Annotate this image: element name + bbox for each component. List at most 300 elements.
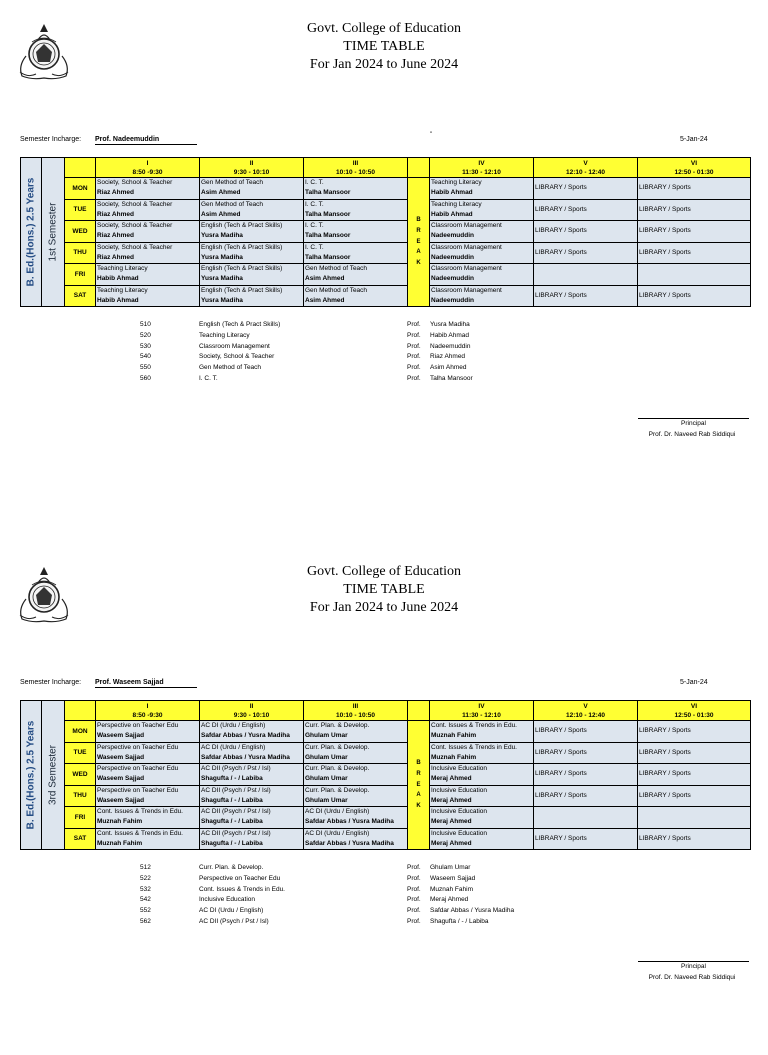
break-letter: A bbox=[416, 249, 421, 256]
class-cell bbox=[200, 828, 304, 850]
course-name: LIBRARY / Sports bbox=[639, 227, 691, 235]
session-period: For Jan 2024 to June 2024 bbox=[309, 600, 459, 615]
prof-prefix: Prof. bbox=[407, 885, 421, 893]
day-label: FRI bbox=[65, 264, 96, 286]
class-cell bbox=[430, 264, 534, 286]
class-cell bbox=[96, 742, 200, 764]
period-number: IV bbox=[478, 159, 485, 167]
period-number: II bbox=[249, 159, 254, 167]
teacher-name: Safdar Abbas / Yusra Madiha bbox=[305, 818, 394, 826]
course-name: LIBRARY / Sports bbox=[639, 248, 691, 256]
course-name: Cont. Issues & Trends in Edu. bbox=[431, 722, 517, 730]
course-name: AC DI (Urdu / English) bbox=[201, 743, 266, 751]
day-label: TUE bbox=[65, 742, 96, 764]
course-name: Perspective on Teacher Edu bbox=[97, 743, 179, 751]
day-label: WED bbox=[65, 764, 96, 786]
period-time: 11:30 - 12:10 bbox=[462, 711, 501, 719]
legend-row bbox=[0, 332, 768, 343]
timetable-grid bbox=[20, 700, 751, 850]
course-name: AC DI (Urdu / English) bbox=[201, 722, 266, 730]
class-cell bbox=[304, 721, 408, 743]
class-cell bbox=[430, 285, 534, 307]
teacher-name: Talha Mansoor bbox=[305, 232, 351, 240]
teacher-name: Asim Ahmed bbox=[305, 275, 345, 283]
prof-prefix: Prof. bbox=[407, 907, 421, 915]
day-label: MON bbox=[65, 721, 96, 743]
course-name: Inclusive Education bbox=[431, 808, 488, 816]
professor-name: Waseem Sajjad bbox=[430, 874, 476, 882]
class-cell bbox=[534, 785, 638, 807]
class-cell bbox=[304, 828, 408, 850]
day-row bbox=[21, 764, 751, 786]
professor-name: Riaz Ahmed bbox=[430, 353, 466, 361]
teacher-name: Shagufta / - / Labiba bbox=[201, 839, 263, 847]
teacher-name: Yusra Madiha bbox=[201, 275, 243, 283]
class-cell bbox=[430, 742, 534, 764]
course-name: Curr. Plan. & Develop. bbox=[305, 765, 370, 773]
professor-name: Yusra Madiha bbox=[430, 321, 470, 328]
class-cell bbox=[304, 199, 408, 221]
teacher-name: Meraj Ahmed bbox=[431, 818, 472, 826]
teacher-name: Riaz Ahmed bbox=[97, 253, 134, 261]
course-code: 512 bbox=[140, 864, 151, 871]
course-code: 530 bbox=[140, 342, 151, 350]
teacher-name: Muznah Fahim bbox=[431, 753, 477, 761]
teacher-name: Habib Ahmad bbox=[97, 296, 139, 304]
day-label: WED bbox=[65, 221, 96, 243]
period-time: 9:30 - 10:10 bbox=[233, 168, 270, 176]
day-row bbox=[21, 742, 751, 764]
day-row bbox=[21, 285, 751, 307]
course-subject: AC DI (Urdu / English) bbox=[199, 907, 264, 915]
course-name: LIBRARY / Sports bbox=[535, 248, 587, 256]
teacher-name: Asim Ahmed bbox=[305, 296, 345, 304]
course-code: 532 bbox=[140, 885, 151, 893]
day-row bbox=[21, 828, 751, 850]
legend-row bbox=[0, 321, 768, 332]
course-name: Teaching Literacy bbox=[97, 265, 148, 273]
course-code: 520 bbox=[140, 331, 151, 339]
class-cell bbox=[430, 807, 534, 829]
professor-name: Talha Mansoor bbox=[430, 375, 473, 382]
class-cell bbox=[638, 221, 751, 243]
teacher-name: Safdar Abbas / Yusra Madiha bbox=[201, 732, 290, 740]
course-name: English (Tech & Pract Skills) bbox=[201, 243, 283, 251]
class-cell bbox=[96, 764, 200, 786]
document-title: TIME TABLE bbox=[343, 582, 425, 597]
teacher-name: Nadeemuddin bbox=[431, 232, 474, 240]
period-time: 8:50 -9:30 bbox=[132, 711, 163, 719]
course-name: Teaching Literacy bbox=[97, 286, 148, 294]
class-cell bbox=[96, 178, 200, 200]
class-cell bbox=[200, 178, 304, 200]
teacher-name: Meraj Ahmed bbox=[431, 775, 472, 783]
class-cell bbox=[304, 764, 408, 786]
period-time: 10:10 - 10:50 bbox=[335, 711, 376, 719]
course-name: Classroom Management bbox=[431, 286, 502, 294]
legend-row bbox=[0, 375, 768, 386]
course-name: LIBRARY / Sports bbox=[639, 770, 691, 778]
break-header-cell bbox=[408, 158, 430, 178]
class-cell bbox=[638, 742, 751, 764]
teacher-name: Muznah Fahim bbox=[97, 839, 143, 847]
day-row bbox=[21, 242, 751, 264]
class-cell bbox=[638, 285, 751, 307]
period-number: III bbox=[352, 702, 359, 710]
legend-row bbox=[0, 353, 768, 364]
course-subject: Teaching Literacy bbox=[199, 331, 250, 339]
document-title: TIME TABLE bbox=[343, 39, 425, 54]
class-cell bbox=[534, 264, 638, 286]
course-name: LIBRARY / Sports bbox=[535, 205, 587, 213]
semester-incharge-name: Prof. Waseem Sajjad bbox=[95, 679, 197, 688]
course-name: LIBRARY / Sports bbox=[535, 770, 587, 778]
course-name: Gen Method of Teach bbox=[305, 265, 368, 273]
class-cell bbox=[534, 242, 638, 264]
college-name: Govt. College of Education bbox=[307, 564, 461, 579]
course-name: English (Tech & Pract Skills) bbox=[201, 265, 283, 273]
issue-date: 5-Jan-24 bbox=[680, 136, 708, 143]
teacher-name: Habib Ahmad bbox=[431, 210, 473, 218]
course-name: Inclusive Education bbox=[431, 765, 488, 773]
period-header bbox=[200, 701, 304, 721]
period-header bbox=[638, 701, 751, 721]
prof-prefix: Prof. bbox=[407, 342, 421, 350]
course-name: LIBRARY / Sports bbox=[639, 748, 691, 756]
quote-mark: " bbox=[430, 132, 433, 138]
class-cell bbox=[638, 199, 751, 221]
break-letter: E bbox=[416, 781, 421, 788]
day-label: SAT bbox=[65, 285, 96, 307]
period-header bbox=[304, 701, 408, 721]
break-letter: E bbox=[416, 238, 421, 245]
class-cell bbox=[430, 242, 534, 264]
day-row bbox=[21, 807, 751, 829]
class-cell bbox=[534, 764, 638, 786]
day-row bbox=[21, 221, 751, 243]
course-name: Cont. Issues & Trends in Edu. bbox=[97, 829, 183, 837]
course-name: LIBRARY / Sports bbox=[639, 791, 691, 799]
class-cell bbox=[430, 199, 534, 221]
semester-label-cell bbox=[42, 158, 65, 307]
period-header bbox=[96, 158, 200, 178]
class-cell bbox=[96, 828, 200, 850]
principal-name: Prof. Dr. Naveed Rab Siddiqui bbox=[648, 431, 736, 438]
period-time: 12:50 - 01:30 bbox=[674, 168, 714, 176]
professor-name: Shagufta / - / Labiba bbox=[430, 918, 489, 925]
class-cell bbox=[200, 199, 304, 221]
course-name: I. C. T. bbox=[305, 222, 324, 230]
day-label: MON bbox=[65, 178, 96, 200]
teacher-name: Talha Mansoor bbox=[305, 210, 351, 218]
teacher-name: Waseem Sajjad bbox=[97, 775, 145, 783]
class-cell bbox=[200, 764, 304, 786]
course-name: I. C. T. bbox=[305, 200, 324, 208]
class-cell bbox=[638, 264, 751, 286]
period-header bbox=[430, 701, 534, 721]
teacher-name: Talha Mansoor bbox=[305, 253, 351, 261]
day-row bbox=[21, 178, 751, 200]
professor-name: Safdar Abbas / Yusra Madiha bbox=[430, 907, 515, 915]
semester-label: 3rd Semester bbox=[47, 744, 59, 806]
prof-prefix: Prof. bbox=[407, 874, 421, 882]
course-name: LIBRARY / Sports bbox=[639, 184, 691, 192]
course-subject: Classroom Management bbox=[199, 342, 270, 350]
class-cell bbox=[96, 285, 200, 307]
period-header bbox=[534, 158, 638, 178]
class-cell bbox=[638, 828, 751, 850]
class-cell bbox=[638, 721, 751, 743]
course-name: Society, School & Teacher bbox=[97, 200, 173, 208]
teacher-name: Shagufta / - / Labiba bbox=[201, 775, 263, 783]
legend-row bbox=[0, 364, 768, 375]
course-name: Perspective on Teacher Edu bbox=[97, 765, 179, 773]
class-cell bbox=[96, 721, 200, 743]
teacher-name: Muznah Fahim bbox=[97, 818, 143, 826]
class-cell bbox=[534, 285, 638, 307]
teacher-name: Waseem Sajjad bbox=[97, 732, 145, 740]
class-cell bbox=[200, 242, 304, 264]
course-name: I. C. T. bbox=[305, 243, 324, 251]
course-name: AC DII (Psych / Pst / Isl) bbox=[201, 829, 271, 837]
period-time: 12:10 - 12:40 bbox=[565, 168, 606, 176]
break-column bbox=[408, 721, 430, 850]
class-cell bbox=[304, 221, 408, 243]
class-cell bbox=[534, 221, 638, 243]
class-cell bbox=[304, 785, 408, 807]
course-code: 542 bbox=[140, 896, 151, 904]
period-time: 10:10 - 10:50 bbox=[335, 168, 376, 176]
professor-name: Nadeemuddin bbox=[430, 342, 471, 350]
prof-prefix: Prof. bbox=[407, 331, 421, 339]
class-cell bbox=[200, 285, 304, 307]
legend-row bbox=[0, 875, 768, 886]
course-name: LIBRARY / Sports bbox=[639, 291, 691, 299]
legend-row bbox=[0, 343, 768, 354]
class-cell bbox=[200, 264, 304, 286]
course-name: Classroom Management bbox=[431, 243, 502, 251]
prof-prefix: Prof. bbox=[407, 864, 421, 871]
class-cell bbox=[534, 828, 638, 850]
course-name: Teaching Literacy bbox=[431, 179, 482, 187]
teacher-name: Waseem Sajjad bbox=[97, 753, 145, 761]
period-number: IV bbox=[478, 702, 485, 710]
course-name: Gen Method of Teach bbox=[305, 286, 368, 294]
break-letter: B bbox=[416, 216, 421, 223]
teacher-name: Nadeemuddin bbox=[431, 275, 474, 283]
course-name: English (Tech & Pract Skills) bbox=[201, 286, 283, 294]
course-name: AC DII (Psych / Pst / Isl) bbox=[201, 808, 271, 816]
period-time: 12:10 - 12:40 bbox=[565, 711, 606, 719]
course-subject: Inclusive Education bbox=[199, 896, 256, 904]
break-letter: R bbox=[416, 227, 421, 234]
break-letter: R bbox=[416, 770, 421, 777]
legend-row bbox=[0, 864, 768, 875]
teacher-name: Ghulam Umar bbox=[305, 753, 348, 761]
course-code: 560 bbox=[140, 375, 151, 382]
class-cell bbox=[96, 785, 200, 807]
teacher-name: Ghulam Umar bbox=[305, 796, 348, 804]
day-row bbox=[21, 785, 751, 807]
college-name: Govt. College of Education bbox=[307, 21, 461, 36]
corner-cell bbox=[65, 158, 96, 178]
class-cell bbox=[304, 178, 408, 200]
timetable-grid bbox=[20, 157, 751, 307]
teacher-name: Safdar Abbas / Yusra Madiha bbox=[201, 753, 290, 761]
period-number: I bbox=[146, 159, 149, 167]
professor-name: Meraj Ahmed bbox=[430, 896, 469, 904]
teacher-name: Ghulam Umar bbox=[305, 775, 348, 783]
corner-cell bbox=[65, 701, 96, 721]
period-header bbox=[96, 701, 200, 721]
teacher-name: Ghulam Umar bbox=[305, 732, 348, 740]
session-period: For Jan 2024 to June 2024 bbox=[309, 57, 459, 72]
course-name: LIBRARY / Sports bbox=[639, 205, 691, 213]
signature-line bbox=[638, 961, 749, 962]
teacher-name: Asim Ahmed bbox=[201, 210, 241, 218]
class-cell bbox=[96, 199, 200, 221]
teacher-name: Nadeemuddin bbox=[431, 253, 474, 261]
period-header bbox=[430, 158, 534, 178]
course-name: AC DI (Urdu / English) bbox=[305, 829, 370, 837]
break-column bbox=[408, 178, 430, 307]
teacher-name: Waseem Sajjad bbox=[97, 796, 145, 804]
class-cell bbox=[200, 721, 304, 743]
teacher-name: Yusra Madiha bbox=[201, 232, 243, 240]
teacher-name: Yusra Madiha bbox=[201, 253, 243, 261]
course-name: Teaching Literacy bbox=[431, 200, 482, 208]
teacher-name: Shagufta / - / Labiba bbox=[201, 796, 263, 804]
class-cell bbox=[430, 178, 534, 200]
class-cell bbox=[304, 264, 408, 286]
day-label: FRI bbox=[65, 807, 96, 829]
period-header bbox=[534, 701, 638, 721]
period-number: VI bbox=[690, 702, 698, 710]
day-label: THU bbox=[65, 785, 96, 807]
professor-name: Muznah Fahim bbox=[430, 885, 473, 893]
course-name: Society, School & Teacher bbox=[97, 243, 173, 251]
legend-row bbox=[0, 907, 768, 918]
course-name: Society, School & Teacher bbox=[97, 179, 173, 187]
semester-label: 1st Semester bbox=[47, 202, 59, 262]
course-name: Inclusive Education bbox=[431, 786, 488, 794]
course-subject: Perspective on Teacher Edu bbox=[199, 874, 281, 882]
class-cell bbox=[96, 242, 200, 264]
course-name: AC DII (Psych / Pst / Isl) bbox=[201, 765, 271, 773]
course-name: LIBRARY / Sports bbox=[535, 791, 587, 799]
signature-title: Principal bbox=[681, 420, 706, 427]
course-subject: AC DII (Psych / Pst / Isl) bbox=[199, 918, 269, 925]
course-name: Society, School & Teacher bbox=[97, 222, 173, 230]
period-number: VI bbox=[690, 159, 698, 167]
course-name: LIBRARY / Sports bbox=[535, 184, 587, 192]
prof-prefix: Prof. bbox=[407, 353, 421, 361]
course-name: Classroom Management bbox=[431, 222, 502, 230]
course-code: 552 bbox=[140, 907, 151, 915]
break-letter: K bbox=[416, 260, 421, 267]
signature-title: Principal bbox=[681, 963, 706, 970]
teacher-name: Talha Mansoor bbox=[305, 189, 351, 197]
class-cell bbox=[200, 785, 304, 807]
class-cell bbox=[534, 742, 638, 764]
class-cell bbox=[200, 221, 304, 243]
break-letter: K bbox=[416, 803, 421, 810]
course-name: Perspective on Teacher Edu bbox=[97, 722, 179, 730]
course-name: Curr. Plan. & Develop. bbox=[305, 722, 370, 730]
course-name: LIBRARY / Sports bbox=[535, 291, 587, 299]
break-letter: A bbox=[416, 792, 421, 799]
course-name: Cont. Issues & Trends in Edu. bbox=[431, 743, 517, 751]
semester-incharge-label: Semester Incharge: bbox=[20, 679, 82, 686]
teacher-name: Muznah Fahim bbox=[431, 732, 477, 740]
class-cell bbox=[638, 807, 751, 829]
course-name: Curr. Plan. & Develop. bbox=[305, 743, 370, 751]
semester-incharge-label: Semester Incharge: bbox=[20, 136, 82, 143]
course-name: Cont. Issues & Trends in Edu. bbox=[97, 808, 183, 816]
course-name: Gen Method of Teach bbox=[201, 179, 264, 187]
legend-row bbox=[0, 918, 768, 929]
teacher-name: Riaz Ahmed bbox=[97, 189, 134, 197]
professor-name: Ghulam Umar bbox=[430, 864, 471, 871]
legend-row bbox=[0, 896, 768, 907]
course-code: 550 bbox=[140, 364, 151, 372]
course-code: 562 bbox=[140, 918, 151, 925]
course-name: LIBRARY / Sports bbox=[535, 834, 587, 842]
course-name: Curr. Plan. & Develop. bbox=[305, 786, 370, 794]
class-cell bbox=[96, 807, 200, 829]
teacher-name: Safdar Abbas / Yusra Madiha bbox=[305, 839, 394, 847]
period-time: 12:50 - 01:30 bbox=[674, 711, 714, 719]
course-code: 540 bbox=[140, 353, 151, 361]
prof-prefix: Prof. bbox=[407, 896, 421, 904]
semester-incharge-name: Prof. Nadeemuddin bbox=[95, 136, 197, 145]
course-subject: Curr. Plan. & Develop. bbox=[199, 864, 264, 871]
prof-prefix: Prof. bbox=[407, 375, 421, 382]
course-name: Inclusive Education bbox=[431, 829, 488, 837]
class-cell bbox=[430, 764, 534, 786]
class-cell bbox=[638, 764, 751, 786]
course-code: 510 bbox=[140, 321, 151, 328]
period-number: V bbox=[583, 159, 588, 167]
course-subject: Gen Method of Teach bbox=[199, 364, 262, 372]
day-label: TUE bbox=[65, 199, 96, 221]
teacher-name: Asim Ahmed bbox=[201, 189, 241, 197]
day-row bbox=[21, 199, 751, 221]
period-header bbox=[200, 158, 304, 178]
class-cell bbox=[304, 285, 408, 307]
program-label: B. Ed.(Hons.) 2.5 Years bbox=[25, 177, 37, 287]
break-header-cell bbox=[408, 701, 430, 721]
teacher-name: Nadeemuddin bbox=[431, 296, 474, 304]
teacher-name: Meraj Ahmed bbox=[431, 796, 472, 804]
class-cell bbox=[304, 242, 408, 264]
course-name: Classroom Management bbox=[431, 265, 502, 273]
teacher-name: Yusra Madiha bbox=[201, 296, 243, 304]
day-label: SAT bbox=[65, 828, 96, 850]
teacher-name: Shagufta / - / Labiba bbox=[201, 818, 263, 826]
prof-prefix: Prof. bbox=[407, 321, 421, 328]
course-code: 522 bbox=[140, 874, 151, 882]
teacher-name: Riaz Ahmed bbox=[97, 232, 134, 240]
professor-name: Habib Ahmad bbox=[430, 331, 470, 339]
class-cell bbox=[638, 785, 751, 807]
principal-name: Prof. Dr. Naveed Rab Siddiqui bbox=[648, 974, 736, 981]
course-name: I. C. T. bbox=[305, 179, 324, 187]
course-name: AC DII (Psych / Pst / Isl) bbox=[201, 786, 271, 794]
class-cell bbox=[534, 721, 638, 743]
class-cell bbox=[430, 721, 534, 743]
period-number: V bbox=[583, 702, 588, 710]
